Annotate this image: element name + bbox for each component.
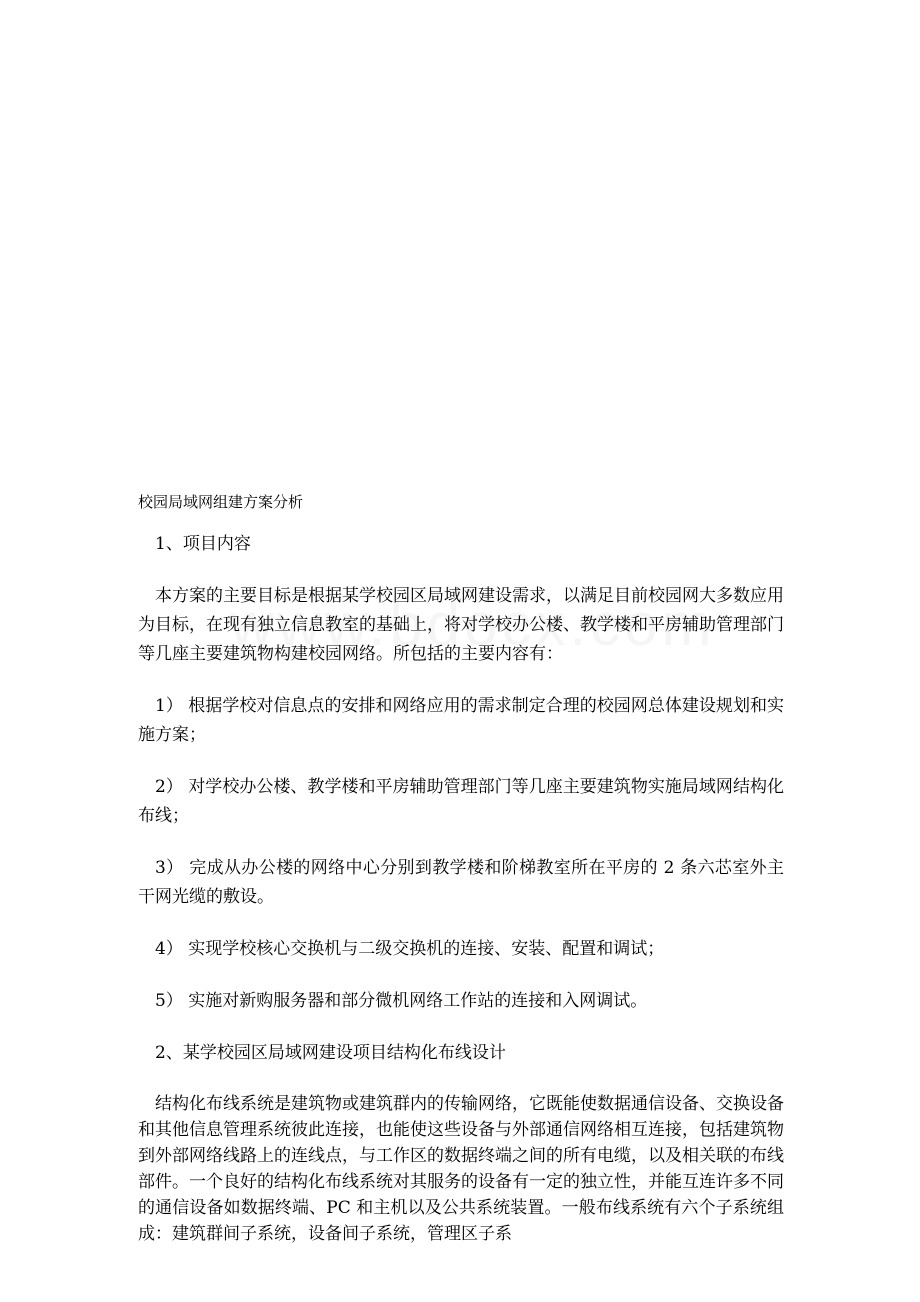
list-item-2: 2） 对学校办公楼、教学楼和平房辅助管理部门等几座主要建筑物实施局域网结构化布线； xyxy=(138,777,784,826)
section-2-body: 结构化布线系统是建筑物或建筑群内的传输网络，它既能使数据通信设备、交换设备和其他信息管理系统彼此连接，也能使这些设备与外部通信网络相互连接，包括建筑物到外部网络线路上的连线点，与工作区的数据终端之间的所有电缆，以及相关联的布线部件。一个良好的结构化布线系统对其服务的设备有一定的独立性，并能互连许多不同的通信设备如数据终端、PC 和主机以及公共系统装置。一般布线系统有六个子系统组成：建筑群间子系统，设备间子系统，管理区子系 xyxy=(138,1094,784,1244)
section-1-heading: 1、项目内容 xyxy=(155,534,251,554)
list-item-5: 5） 实施对新购服务器和部分微机网络工作站的连接和入网调试。 xyxy=(155,991,648,1011)
list-item-4: 4） 实现学校核心交换机与二级交换机的连接、安装、配置和调试； xyxy=(155,939,665,959)
section-2-heading: 2、某学校园区局域网建设项目结构化布线设计 xyxy=(155,1043,506,1063)
section-1-intro: 本方案的主要目标是根据某学校园区局域网建设需求，以满足目前校园网大多数应用为目标，在现有独立信息教室的基础上，将对学校办公楼、教学楼和平房辅助管理部门等几座主要建筑物构建校园网络。所包括的主要内容有： xyxy=(138,586,784,664)
document-body xyxy=(138,530,784,1247)
list-item-3: 3） 完成从办公楼的网络中心分别到教学楼和阶梯教室所在平房的 2 条六芯室外主干网光缆的敷设。 xyxy=(138,858,784,907)
document-title: 校园局域网组建方案分析 xyxy=(138,493,304,511)
list-item-1: 1） 根据学校对信息点的安排和网络应用的需求制定合理的校园网总体建设规划和实施方案； xyxy=(138,696,784,745)
